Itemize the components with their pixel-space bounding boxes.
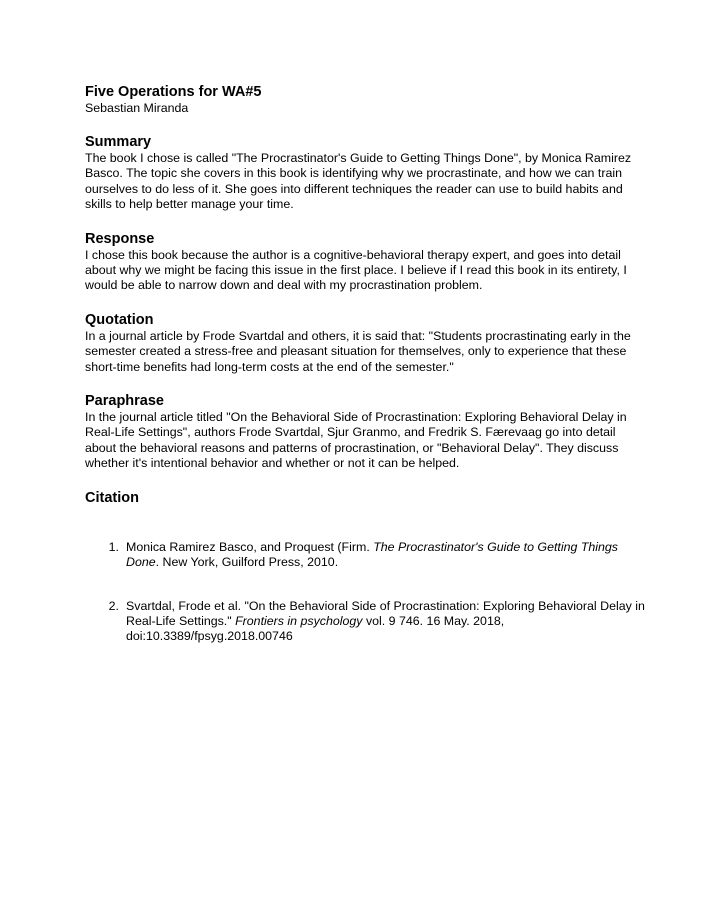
quotation-section — [85, 312, 645, 375]
citation-text-after: . New York, Guilford Press, 2010. — [155, 555, 339, 570]
citation-heading: Citation — [85, 489, 139, 506]
citation-text — [126, 599, 645, 645]
quotation-body: In a journal article by Frode Svartdal and others, it is said that: "Students procrastinating early in the semester created a stress-free and pleasant situation for themselves, only to experience that these short-time benefits had long-term costs at the end of the semester." — [85, 328, 631, 374]
citation-text-before: Svartdal, Frode et al. "On the Behavioral Side of Procrastination: Exploring Behavioral Delay in Real-Life Settings." — [126, 598, 645, 628]
summary-body: The book I chose is called "The Procrastinator's Guide to Getting Things Done", by Monica Ramirez Basco. The topic she covers in this book is identifying why we procrastinate, and how we can train ourselves to do less of it. She goes into different techniques the reader can use to build habits and skills to help better manage your time. — [85, 151, 632, 212]
author-name: Sebastian Miranda — [85, 101, 189, 115]
citation-number: 1. — [108, 539, 119, 554]
citation-text-after: vol. 9 746. 16 May. 2018, doi:10.3389/fpsyg.2018.00746 — [126, 613, 505, 644]
quotation-heading: Quotation — [85, 311, 154, 328]
citation-journal-italic: Frontiers in psychology — [235, 613, 363, 628]
paraphrase-section — [85, 393, 645, 472]
citation-number: 2. — [108, 598, 119, 613]
paraphrase-body: In the journal article titled "On the Behavioral Side of Procrastination: Exploring Behavioral Delay in Real-Life Settings", authors Frode Svartdal, Sjur Granmo, and Fredrik S. Færevaag go into detail about the behavioral reasons and patterns of procrastination, or "Behavioral Delay". They discuss whether it's intentional behavior and whether or not it can be helped. — [85, 410, 627, 471]
summary-heading: Summary — [85, 134, 152, 150]
citation-item — [85, 599, 645, 645]
citation-section — [85, 490, 645, 645]
document-page — [85, 84, 645, 673]
citation-item — [85, 540, 645, 571]
citation-list — [85, 540, 645, 645]
citation-text-before: Monica Ramirez Basco, and Proquest (Firm. — [126, 539, 374, 554]
paraphrase-heading: Paraphrase — [85, 393, 164, 410]
summary-section — [85, 134, 645, 213]
response-section — [85, 231, 645, 294]
response-body: I chose this book because the author is a cognitive-behavioral therapy expert, and goes into detail about why we might be facing this issue in the first place. I believe if I read this book in its entirety, I would be able to narrow down and deal with my procrastination problem. — [85, 247, 627, 293]
citation-text — [126, 540, 645, 571]
citation-title-italic: The Procrastinator's Guide to Getting Things Done — [126, 539, 619, 570]
document-title: Five Operations for WA#5 — [85, 84, 262, 100]
response-heading: Response — [85, 230, 155, 247]
